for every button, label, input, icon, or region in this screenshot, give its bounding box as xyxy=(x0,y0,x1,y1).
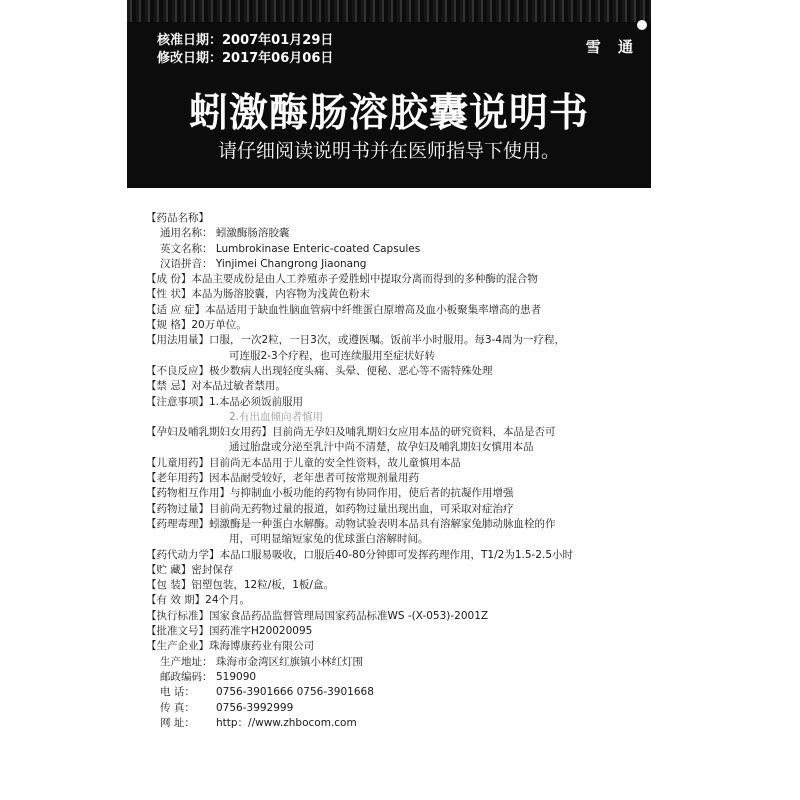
toxicology-line-1: 【药理毒理】蚓激酶是一种蛋白水解酶。动物试验表明本品具有溶解家兔肺动脉血栓的作 xyxy=(146,517,556,530)
postcode-row xyxy=(146,670,666,685)
properties: 【性 状】本品为肠溶胶囊，内容物为浅黄色粉末 xyxy=(146,288,370,301)
address-value: 珠海市金湾区红旗镇小林红灯围 xyxy=(216,655,363,668)
website-link[interactable]: http：//www.zhbocom.com xyxy=(216,716,357,729)
contraindications: 【禁 忌】对本品过敏者禁用。 xyxy=(146,380,286,393)
adverse-reactions: 【不良反应】极少数病人出现轻度头痛、头晕、便秘、恶心等不需特殊处理 xyxy=(146,364,493,377)
date-block xyxy=(157,32,333,68)
pregnancy-line-1: 【孕妇及哺乳期妇女用药】目前尚无孕妇及哺乳期妇女应用本品的研究资料，本品是否可 xyxy=(146,426,556,439)
brand-name: 雪 通 xyxy=(585,38,639,56)
dosage-line-1: 【用法用量】口服，一次2粒，一日3次，或遵医嘱。饭前半小时服用。每3-4周为一疗程， xyxy=(146,334,566,347)
standard: 【执行标准】国家食品药品监督管理局国家药品标准WS -(X-053)-2001Z xyxy=(146,609,489,622)
indications: 【适 应 症】本品适用于缺血性脑血管病中纤维蛋白原增高及血小板聚集率增高的患者 xyxy=(146,303,542,316)
fax-row xyxy=(146,701,666,716)
address-row xyxy=(146,655,666,670)
postcode-label: 邮政编码： xyxy=(160,670,213,683)
postcode-value: 519090 xyxy=(216,670,257,683)
specification: 【规 格】20万单位。 xyxy=(146,319,247,332)
address-label: 生产地址： xyxy=(160,655,213,668)
approval-date: 核准日期：2007年01月29日 xyxy=(157,33,334,48)
overdose: 【药物过量】目前尚无药物过量的报道，如药物过量出现出血，可采取对症治疗 xyxy=(146,502,514,515)
ingredients: 【成 份】本品主要成份是由人工养殖赤子爱胜蚓中提取分离而得到的多种酶的混合物 xyxy=(146,273,538,286)
phone-value: 0756-3901666 0756-3901668 xyxy=(216,686,374,699)
brand-logo-icon xyxy=(637,20,647,30)
header-texture xyxy=(127,0,651,22)
english-name: 英文名称： Lumbrokinase Enteric-coated Capsules xyxy=(160,242,421,255)
storage: 【贮 藏】密封保存 xyxy=(146,563,234,576)
website-label: 网 址： xyxy=(160,716,195,729)
dosage-line-2: 可连服2-3个疗程，也可连续服用至症状好转 xyxy=(229,349,436,362)
header-banner xyxy=(127,0,651,188)
validity: 【有 效 期】24个月。 xyxy=(146,594,251,607)
pregnancy-line-2: 通过胎盘或分泌至乳汁中尚不清楚，故孕妇及哺乳期妇女慎用本品 xyxy=(229,441,534,454)
revision-date: 修改日期：2017年06月06日 xyxy=(157,51,334,66)
generic-name: 通用名称： 蚓激酶肠溶胶囊 xyxy=(160,227,290,240)
leaflet-body xyxy=(146,211,666,731)
pharmacokinetics: 【药代动力学】本品口服易吸收，口服后40-80分钟即可发挥药理作用，T1/2为1.5-2.5小时 xyxy=(146,548,574,561)
toxicology-line-2: 用，可明显缩短家兔的优球蛋白溶解时间。 xyxy=(229,533,429,546)
document-title: 蚓激酶肠溶胶囊说明书 xyxy=(188,91,589,136)
document-subtitle: 请仔细阅读说明书并在医师指导下使用。 xyxy=(217,140,560,162)
fax-value: 0756-3992999 xyxy=(216,701,294,714)
manufacturer: 【生产企业】珠海博康药业有限公司 xyxy=(146,640,314,653)
drug-name-label: 【药品名称】 xyxy=(146,212,209,224)
precautions-line-1: 【注意事项】1.本品必须饭前服用 xyxy=(146,395,304,408)
phone-label: 电 话： xyxy=(160,686,195,699)
approval-number: 【批准文号】国药准字H20020095 xyxy=(146,625,313,638)
pinyin-name: 汉语拼音： Yinjimei Changrong Jiaonang xyxy=(160,257,367,270)
fax-label: 传 真： xyxy=(160,701,195,714)
phone-row xyxy=(146,685,666,700)
precautions-line-2: 2.有出血倾向者慎用 xyxy=(229,410,324,423)
drug-interactions: 【药物相互作用】与抑制血小板功能的药物有协同作用，使后者的抗凝作用增强 xyxy=(146,487,514,500)
elderly-use: 【老年用药】因本品耐受较好，老年患者可按常规剂量用药 xyxy=(146,472,419,485)
package: 【包 装】铝塑包装，12粒/板，1板/盒。 xyxy=(146,579,334,592)
website-row xyxy=(146,716,666,731)
children-use: 【儿童用药】目前尚无本品用于儿童的安全性资料，故儿童慎用本品 xyxy=(146,456,461,469)
